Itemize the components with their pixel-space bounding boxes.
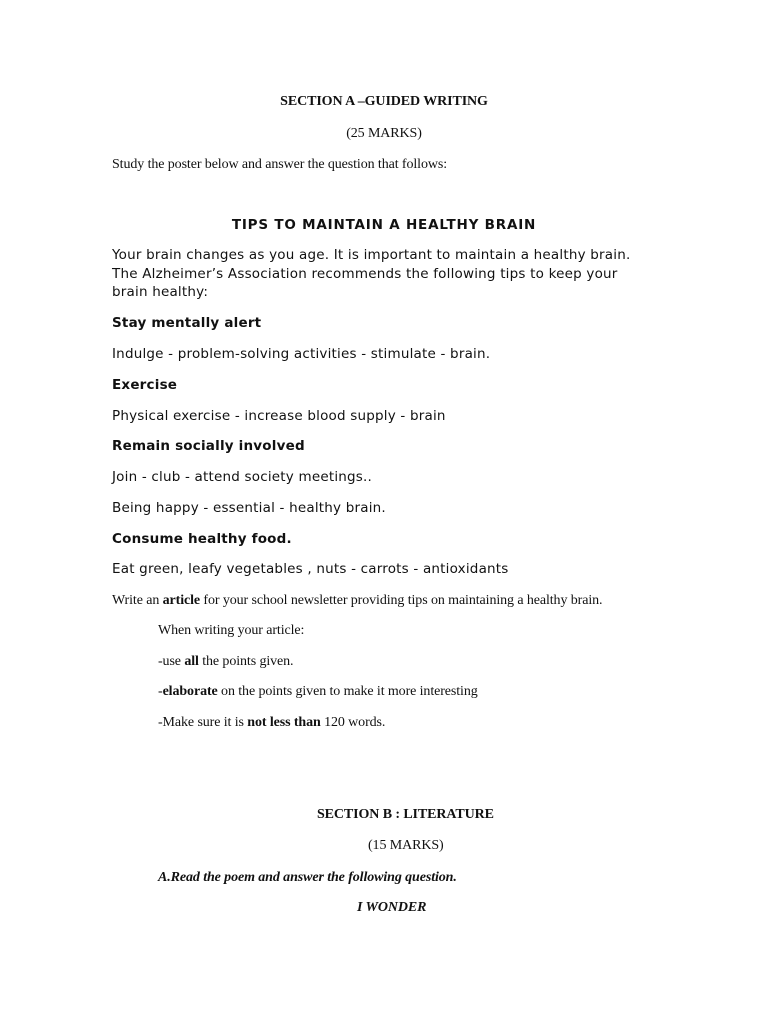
tip-point-social-2: Being happy - essential - healthy brain. <box>112 500 386 516</box>
section-b-title: SECTION B : LITERATURE <box>317 807 494 822</box>
task-text-post: for your school newsletter providing tips on maintaining a healthy brain. <box>200 593 603 608</box>
tip-point-exercise: Physical exercise - increase blood supply - brain <box>112 408 446 424</box>
guideline-2-pre: - <box>158 684 163 699</box>
guideline-1 <box>158 653 293 671</box>
tip-heading-mental: Stay mentally alert <box>112 315 262 331</box>
guideline-3-post: 120 words. <box>320 715 386 730</box>
guideline-1-bold: all <box>184 654 199 669</box>
poster-title: TIPS TO MAINTAIN A HEALTHY BRAIN <box>231 217 537 233</box>
section-b-instruction: A.Read the poem and answer the following question. <box>158 870 457 885</box>
poster-intro: Your brain changes as you age. It is important to maintain a healthy brain. The Alzheimer’s Association recommends the following tips to keep your brain healthy: <box>112 247 631 300</box>
guideline-1-post: the points given. <box>198 654 294 669</box>
tip-point-social-1: Join - club - attend society meetings.. <box>112 469 373 485</box>
guideline-3-pre: -Make sure it is <box>158 715 248 730</box>
tip-heading-exercise: Exercise <box>112 377 178 393</box>
guidelines-intro: When writing your article: <box>158 623 305 638</box>
section-a-marks: (25 MARKS) <box>346 126 422 141</box>
guideline-2-bold: elaborate <box>162 684 218 699</box>
task-instruction <box>112 592 602 610</box>
section-b-marks: (15 MARKS) <box>368 838 444 853</box>
guideline-2-post: on the points given to make it more interesting <box>217 684 478 699</box>
section-a-instruction: Study the poster below and answer the question that follows: <box>112 157 447 172</box>
task-text-bold: article <box>162 593 201 608</box>
tip-point-mental: Indulge - problem-solving activities - stimulate - brain. <box>112 346 491 362</box>
tip-point-food: Eat green, leafy vegetables , nuts - carrots - antioxidants <box>112 561 509 577</box>
tip-heading-food: Consume healthy food. <box>112 531 292 547</box>
tip-heading-social: Remain socially involved <box>112 438 305 454</box>
section-a-title: SECTION A –GUIDED WRITING <box>280 94 488 109</box>
guideline-3 <box>158 714 385 732</box>
guideline-3-bold: not less than <box>247 715 321 730</box>
task-text-pre: Write an <box>112 593 163 608</box>
guideline-2 <box>158 683 478 701</box>
poem-title: I WONDER <box>357 900 427 915</box>
guideline-1-pre: -use <box>158 654 185 669</box>
